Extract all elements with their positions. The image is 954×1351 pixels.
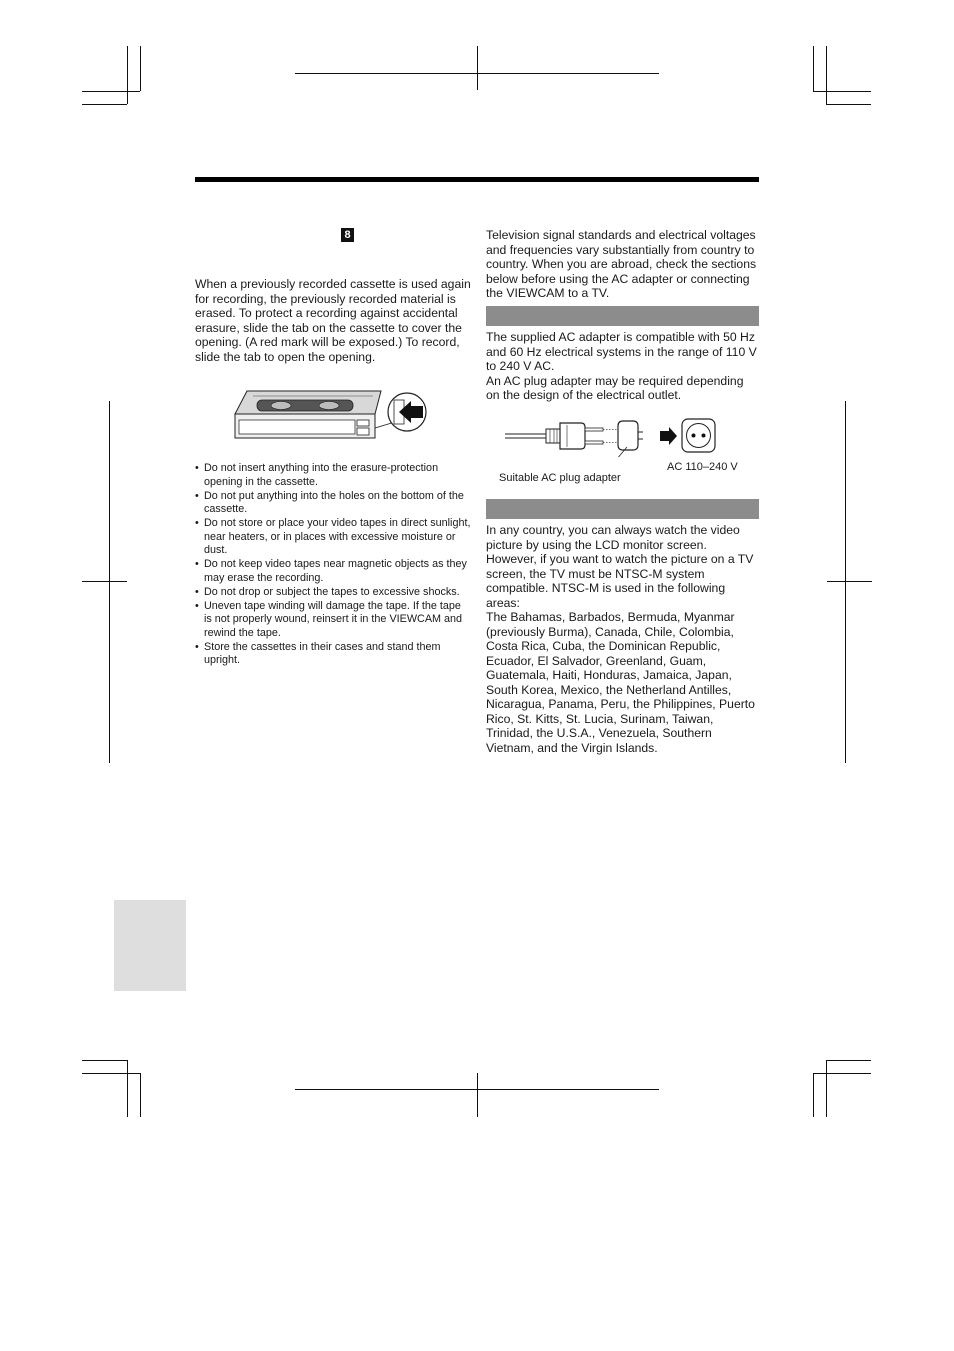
list-item: • Uneven tape winding will damage the tape. If the tape is not properly wound, reinsert it in the VIEWCAM and rewind the tape. [195,600,471,641]
list-item: • Do not put anything into the holes on the bottom of the cassette. [195,490,471,517]
section-number-badge: 8 [341,228,354,242]
list-item: • Store the cassettes in their cases and stand them upright. [195,641,471,668]
ac-adapter-paragraph: The supplied AC adapter is compatible with 50 Hz and 60 Hz electrical systems in the range of 110 V to 240 V AC. An AC plug adapter may be required depending on the design of the electrical outlet. [486,330,757,402]
cassette-tab-icon [233,388,427,440]
tape-care-notes [195,462,471,668]
tv-compatibility-paragraph: In any country, you can always watch the video picture by using the LCD monitor screen. However, if you want to watch the picture on a TV screen, the TV must be NTSC-M system compatible. NTSC-M is used in the following areas: The Bahamas, Barbados, Bermuda, Myanmar (previously Burma), Canada, Chile, Colombia, Costa Rica, Cuba, the Dominican Republic, Ecuador, El Salvador, Greenland, Guam, Guatemala, Haiti, Honduras, Jamaica, Japan, South Korea, Mexico, the Netherland Antilles, Nicaragua, Panama, Peru, the Philippines, Puerto Rico, St. Kitts, St. Lucia, Surinam, Taiwan, Trinidad, the U.S.A., Venezuela, Southern Vietnam, and the Virgin Islands. [486,523,755,755]
list-item: • Do not insert anything into the erasure-protection opening in the cassette. [195,462,471,489]
list-item: • Do not store or place your video tapes in direct sunlight, near heaters, or in places with excessive moisture or dust. [195,517,471,558]
tv-section-heading-bar [486,499,759,519]
list-item: • Do not drop or subject the tapes to excessive shocks. [195,586,471,600]
ac-section-heading-bar [486,306,759,326]
header-rule [195,177,759,182]
section-side-tab [114,900,186,991]
plug-adapter-caption: Suitable AC plug adapter [499,472,621,484]
erasure-protection-paragraph: When a previously recorded cassette is used again for recording, the previously recorded material is erased. To protect a recording against accidental erasure, slide the tab on the cassette to cover the opening. (A red mark will be exposed.) To record, slide the tab to open the opening. [195,277,471,364]
abroad-intro-paragraph: Television signal standards and electrical voltages and frequencies vary substantially from country to country. When you are abroad, check the sections below before using the AC adapter or connecting the VIEWCAM to a TV. [486,228,757,300]
outlet-voltage-caption: AC 110–240 V [667,461,738,473]
ac-plug-adapter-icon [505,417,721,457]
list-item: • Do not keep video tapes near magnetic objects as they may erase the recording. [195,558,471,585]
